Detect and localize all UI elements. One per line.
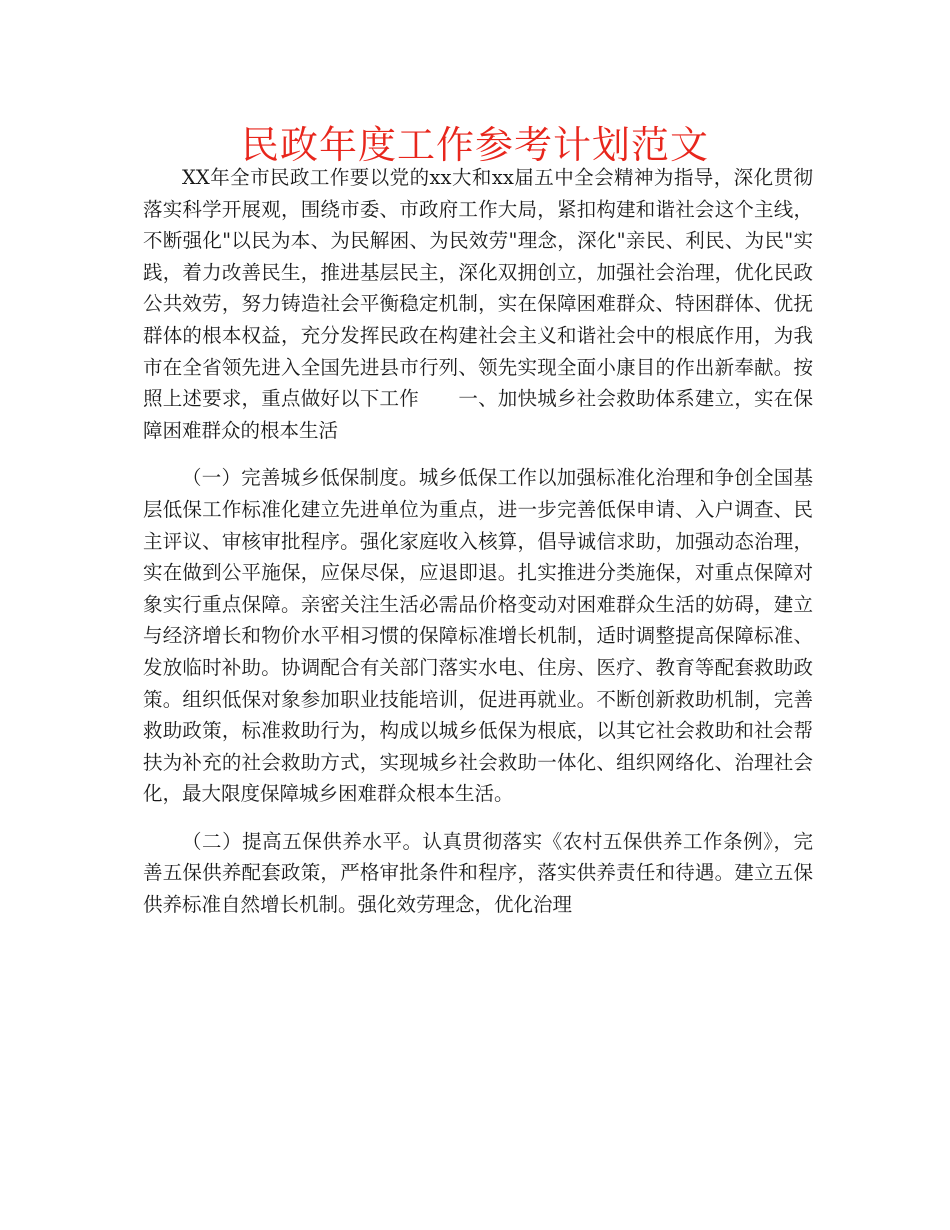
paragraph-urban-rural-subsistence: （一）完善城乡低保制度。城乡低保工作以加强标准化治理和争创全国基层低保工作标准化建立先进单位为重点，进一步完善低保申请、入户调查、民主评议、审核审批程序。强化家庭收入核算，倡导诚信求助，加强动态治理，实在做到公平施保，应保尽保，应退即退。扎实推进分类施保，对重点保障对象实行重点保障。亲密关注生活必需品价格变动对困难群众生活的妨碍，建立与经济增长和物价水平相习惯的保障标准增长机制，适时调整提高保障标准、发放临时补助。协调配合有关部门落实水电、住房、医疗、教育等配套救助政策。组织低保对象参加职业技能培训，促进再就业。不断创新救助机制，完善救助政策，标准救助行为，构成以城乡低保为根底，以其它社会救助和社会帮扶为补充的社会救助方式，实现城乡社会救助一体化、组织网络化、治理社会化，最大限度保障城乡困难群众根本生活。 — [143, 466, 813, 806]
paragraph-five-guarantees: （二）提高五保供养水平。认真贯彻落实《农村五保供养工作条例》，完善五保供养配套政策，严格审批条件和程序，落实供养责任和待遇。建立五保供养标准自然增长机制。强化效劳理念，优化治理 — [143, 829, 813, 917]
document-body — [143, 162, 813, 937]
paragraph-intro: XX年全市民政工作要以党的xx大和xx届五中全会精神为指导，深化贯彻落实科学开展观，围绕市委、市政府工作大局，紧扣构建和谐社会这个主线，不断强化"以民为本、为民解困、为民效劳"理念，深化"亲民、利民、为民"实践，着力改善民生，推进基层民主，深化双拥创立，加强社会治理，优化民政公共效劳，努力铸造社会平衡稳定机制，实在保障困难群众、特困群体、优抚群体的根本权益，充分发挥民政在构建社会主义和谐社会中的根底作用，为我市在全省领先进入全国先进县市行列、领先实现全面小康目的作出新奉献。按照上述要求，重点做好以下工作 一、加快城乡社会救助体系建立，实在保障困难群众的根本生活 — [143, 166, 813, 442]
document-title: 民政年度工作参考计划范文 — [240, 123, 709, 167]
